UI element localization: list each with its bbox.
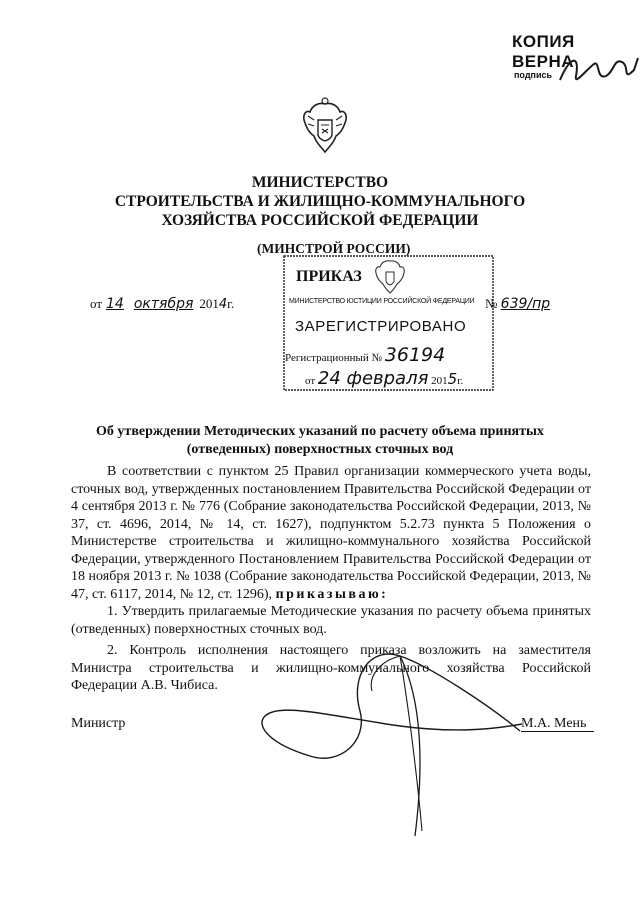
order-year-suffix: г.: [227, 296, 235, 311]
signatory-position: Министр: [71, 716, 126, 731]
copy-stamp-sign-label: подпись: [514, 70, 553, 80]
copy-certification-stamp: [512, 30, 640, 90]
ministry-name-line3: ХОЗЯЙСТВА РОССИЙСКОЙ ФЕДЕРАЦИИ: [161, 212, 479, 229]
order-date-prefix: от: [90, 296, 103, 311]
order-title-line2: (отведенных) поверхностных сточных вод: [186, 442, 454, 457]
order-year-prefix: 201: [199, 296, 219, 311]
stamp-year-prefix: 201: [431, 375, 448, 387]
coat-of-arms-icon: [300, 96, 350, 158]
stamp-registration-number: [285, 344, 445, 366]
stamp-registration-date: [305, 368, 463, 389]
minister-signature-icon: [250, 636, 580, 846]
order-number-handwritten: 639/пр: [500, 296, 551, 312]
copy-stamp-title: КОПИЯ ВЕРНА: [512, 32, 575, 71]
stamp-date-handwritten: 24 февраля: [317, 368, 429, 389]
ministry-name-line1: МИНИСТЕРСТВО: [251, 174, 389, 191]
preamble-paragraph: [71, 463, 591, 603]
ministry-name-line2: СТРОИТЕЛЬСТВА И ЖИЛИЩНО-КОММУНАЛЬНОГО: [114, 193, 526, 210]
stamp-date-prefix: от: [305, 375, 316, 387]
ministry-short-name: (МИНСТРОЙ РОССИИ): [257, 241, 411, 256]
order-number: [485, 296, 550, 312]
order-date: [90, 296, 234, 312]
stamp-year-digit: 5: [447, 370, 458, 388]
order-item-2: 2. Контроль исполнения настоящего приказа возложить на заместителя Министра строительства и жилищно-коммунального хозяйства Российской Федерации А.В. Чибиса.: [71, 643, 591, 693]
stamp-emblem-icon: [373, 257, 407, 295]
stamp-reg-number-handwritten: 36194: [384, 344, 446, 366]
order-month: октября: [133, 296, 194, 312]
stamp-ministry-of-justice: МИНИСТЕРСТВО ЮСТИЦИИ РОССИЙСКОЙ ФЕДЕРАЦИИ: [289, 298, 475, 305]
stamp-registered: ЗАРЕГИСТРИРОВАНО: [295, 318, 467, 335]
registration-stamp: [281, 253, 496, 393]
signatory-name: М.А. Мень: [521, 716, 587, 731]
order-item-1: 1. Утвердить прилагаемые Методические указания по расчету объема принятых (отведенных) поверхностных сточных вод.: [71, 604, 591, 637]
order-day: 14: [106, 296, 124, 312]
order-word: приказываю:: [275, 586, 389, 602]
stamp-reg-label: Регистрационный №: [285, 352, 383, 364]
handwritten-signature-icon: [556, 50, 640, 90]
order-number-prefix: №: [485, 296, 498, 311]
order-year-digit: 4: [218, 297, 228, 312]
stamp-doc-type: ПРИКАЗ: [296, 268, 362, 285]
stamp-year-suffix: г.: [457, 375, 464, 387]
order-title-line1: Об утверждении Методических указаний по расчету объема принятых: [96, 424, 544, 439]
preamble-text: В соответствии с пунктом 25 Правил организации коммерческого учета воды, сточных вод, утвержденных постановлением Правительства Российской Федерации от 4 сентября 2013 г. № 776 (Собрание законодательства Российской Федерации, 2013, № 37, ст. 4696, 2014, № 14, ст. 1627), подпунктом 5.2.73 пункта 5 Положения о Министерстве строительства и жилищно-коммунального хозяйства Российской Федерации, утвержденного Постановлением Правительства Российской Федерации от 18 ноября 2013 г. № 1038 (Собрание законодательства Российской Федерации, 2013, № 47, ст. 6117, 2014, № 12, ст. 1296),: [71, 464, 591, 602]
